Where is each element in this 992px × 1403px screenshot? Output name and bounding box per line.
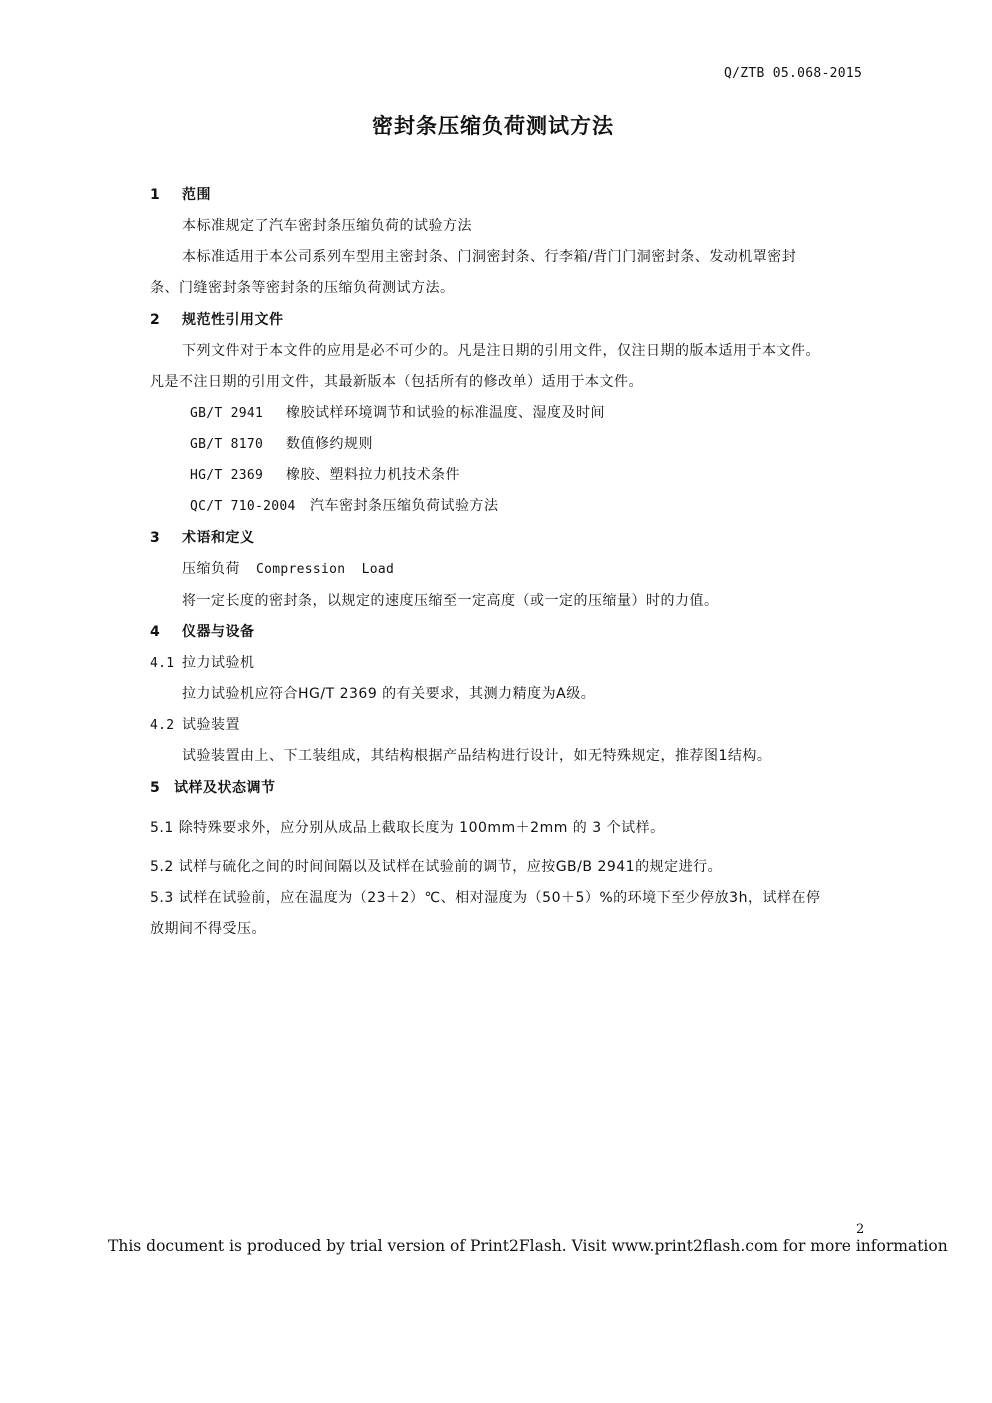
reference-item [190, 402, 605, 422]
subsection-title: 拉力试验机 [182, 655, 255, 671]
section-5-item-3-line-1: 5.3 试样在试验前，应在温度为（23＋2）℃、相对湿度为（50＋5）%的环境下至少停放3h，试样在停 [150, 890, 821, 906]
section-number: 4 [150, 624, 161, 640]
section-1-paragraph-2-line-1: 本标准适用于本公司系列车型用主密封条、门洞密封条、行李箱/背门门洞密封条、发动机罩密封 [182, 249, 797, 265]
term-cn: 压缩负荷 [182, 561, 240, 577]
reference-desc: 橡胶试样环境调节和试验的标准温度、湿度及时间 [286, 405, 605, 421]
section-title: 仪器与设备 [182, 624, 255, 640]
reference-desc: 橡胶、塑料拉力机技术条件 [286, 467, 460, 483]
section-1-heading [150, 184, 211, 204]
term-line [182, 558, 394, 578]
section-4-heading [150, 621, 255, 641]
page-title: 密封条压缩负荷测试方法 [372, 114, 614, 138]
section-title: 试样及状态调节 [174, 780, 276, 796]
reference-code: GB/T 8170 [190, 437, 264, 452]
doc-code: Q/ZTB 05.068-2015 [724, 66, 863, 81]
section-5-item-2: 5.2 试样与硫化之间的时间间隔以及试样在试验前的调节，应按GB/B 2941的规定进行。 [150, 859, 723, 875]
section-2-heading [150, 309, 284, 329]
term-definition: 将一定长度的密封条，以规定的速度压缩至一定高度（或一定的压缩量）时的力值。 [182, 593, 719, 609]
section-5-item-1: 5.1 除特殊要求外，应分别从成品上截取长度为 100mm＋2mm 的 3 个试样。 [150, 820, 665, 836]
section-5-heading [150, 777, 276, 797]
subsection-4-2-heading [150, 714, 240, 734]
section-2-paragraph-line-2: 凡是不注日期的引用文件，其最新版本（包括所有的修改单）适用于本文件。 [150, 374, 643, 390]
subsection-title: 试验装置 [182, 717, 240, 733]
subsection-4-2-text: 试验装置由上、下工装组成，其结构根据产品结构进行设计，如无特殊规定，推荐图1结构。 [182, 748, 772, 764]
reference-code: HG/T 2369 [190, 468, 264, 483]
section-title: 术语和定义 [182, 530, 255, 546]
reference-item [190, 464, 460, 484]
subsection-4-1-text: 拉力试验机应符合HG/T 2369 的有关要求，其测力精度为A级。 [182, 686, 596, 702]
page-number: 2 [856, 1222, 865, 1237]
section-1-paragraph-1: 本标准规定了汽车密封条压缩负荷的试验方法 [182, 218, 472, 234]
subsection-4-1-heading [150, 652, 255, 672]
subsection-number: 4.2 [150, 718, 175, 733]
section-title: 范围 [182, 187, 211, 203]
trial-footer: This document is produced by trial version of Print2Flash. Visit www.print2flash.com for more information [108, 1237, 948, 1255]
section-title: 规范性引用文件 [182, 312, 284, 328]
reference-desc: 数值修约规则 [286, 436, 373, 452]
section-1-paragraph-2-line-2: 条、门缝密封条等密封条的压缩负荷测试方法。 [150, 280, 455, 296]
section-3-heading [150, 527, 255, 547]
reference-item [190, 495, 499, 515]
reference-desc: 汽车密封条压缩负荷试验方法 [310, 498, 499, 514]
section-2-paragraph-line-1: 下列文件对于本文件的应用是必不可少的。凡是注日期的引用文件，仅注日期的版本适用于本文件。 [182, 343, 820, 359]
section-number: 5 [150, 780, 161, 796]
reference-code: QC/T 710-2004 [190, 499, 296, 514]
term-en: Compression Load [256, 562, 395, 577]
subsection-number: 4.1 [150, 656, 175, 671]
section-number: 3 [150, 530, 161, 546]
reference-item [190, 433, 373, 453]
section-number: 2 [150, 312, 161, 328]
reference-code: GB/T 2941 [190, 406, 264, 421]
section-5-item-3-line-2: 放期间不得受压。 [150, 921, 266, 937]
section-number: 1 [150, 187, 161, 203]
